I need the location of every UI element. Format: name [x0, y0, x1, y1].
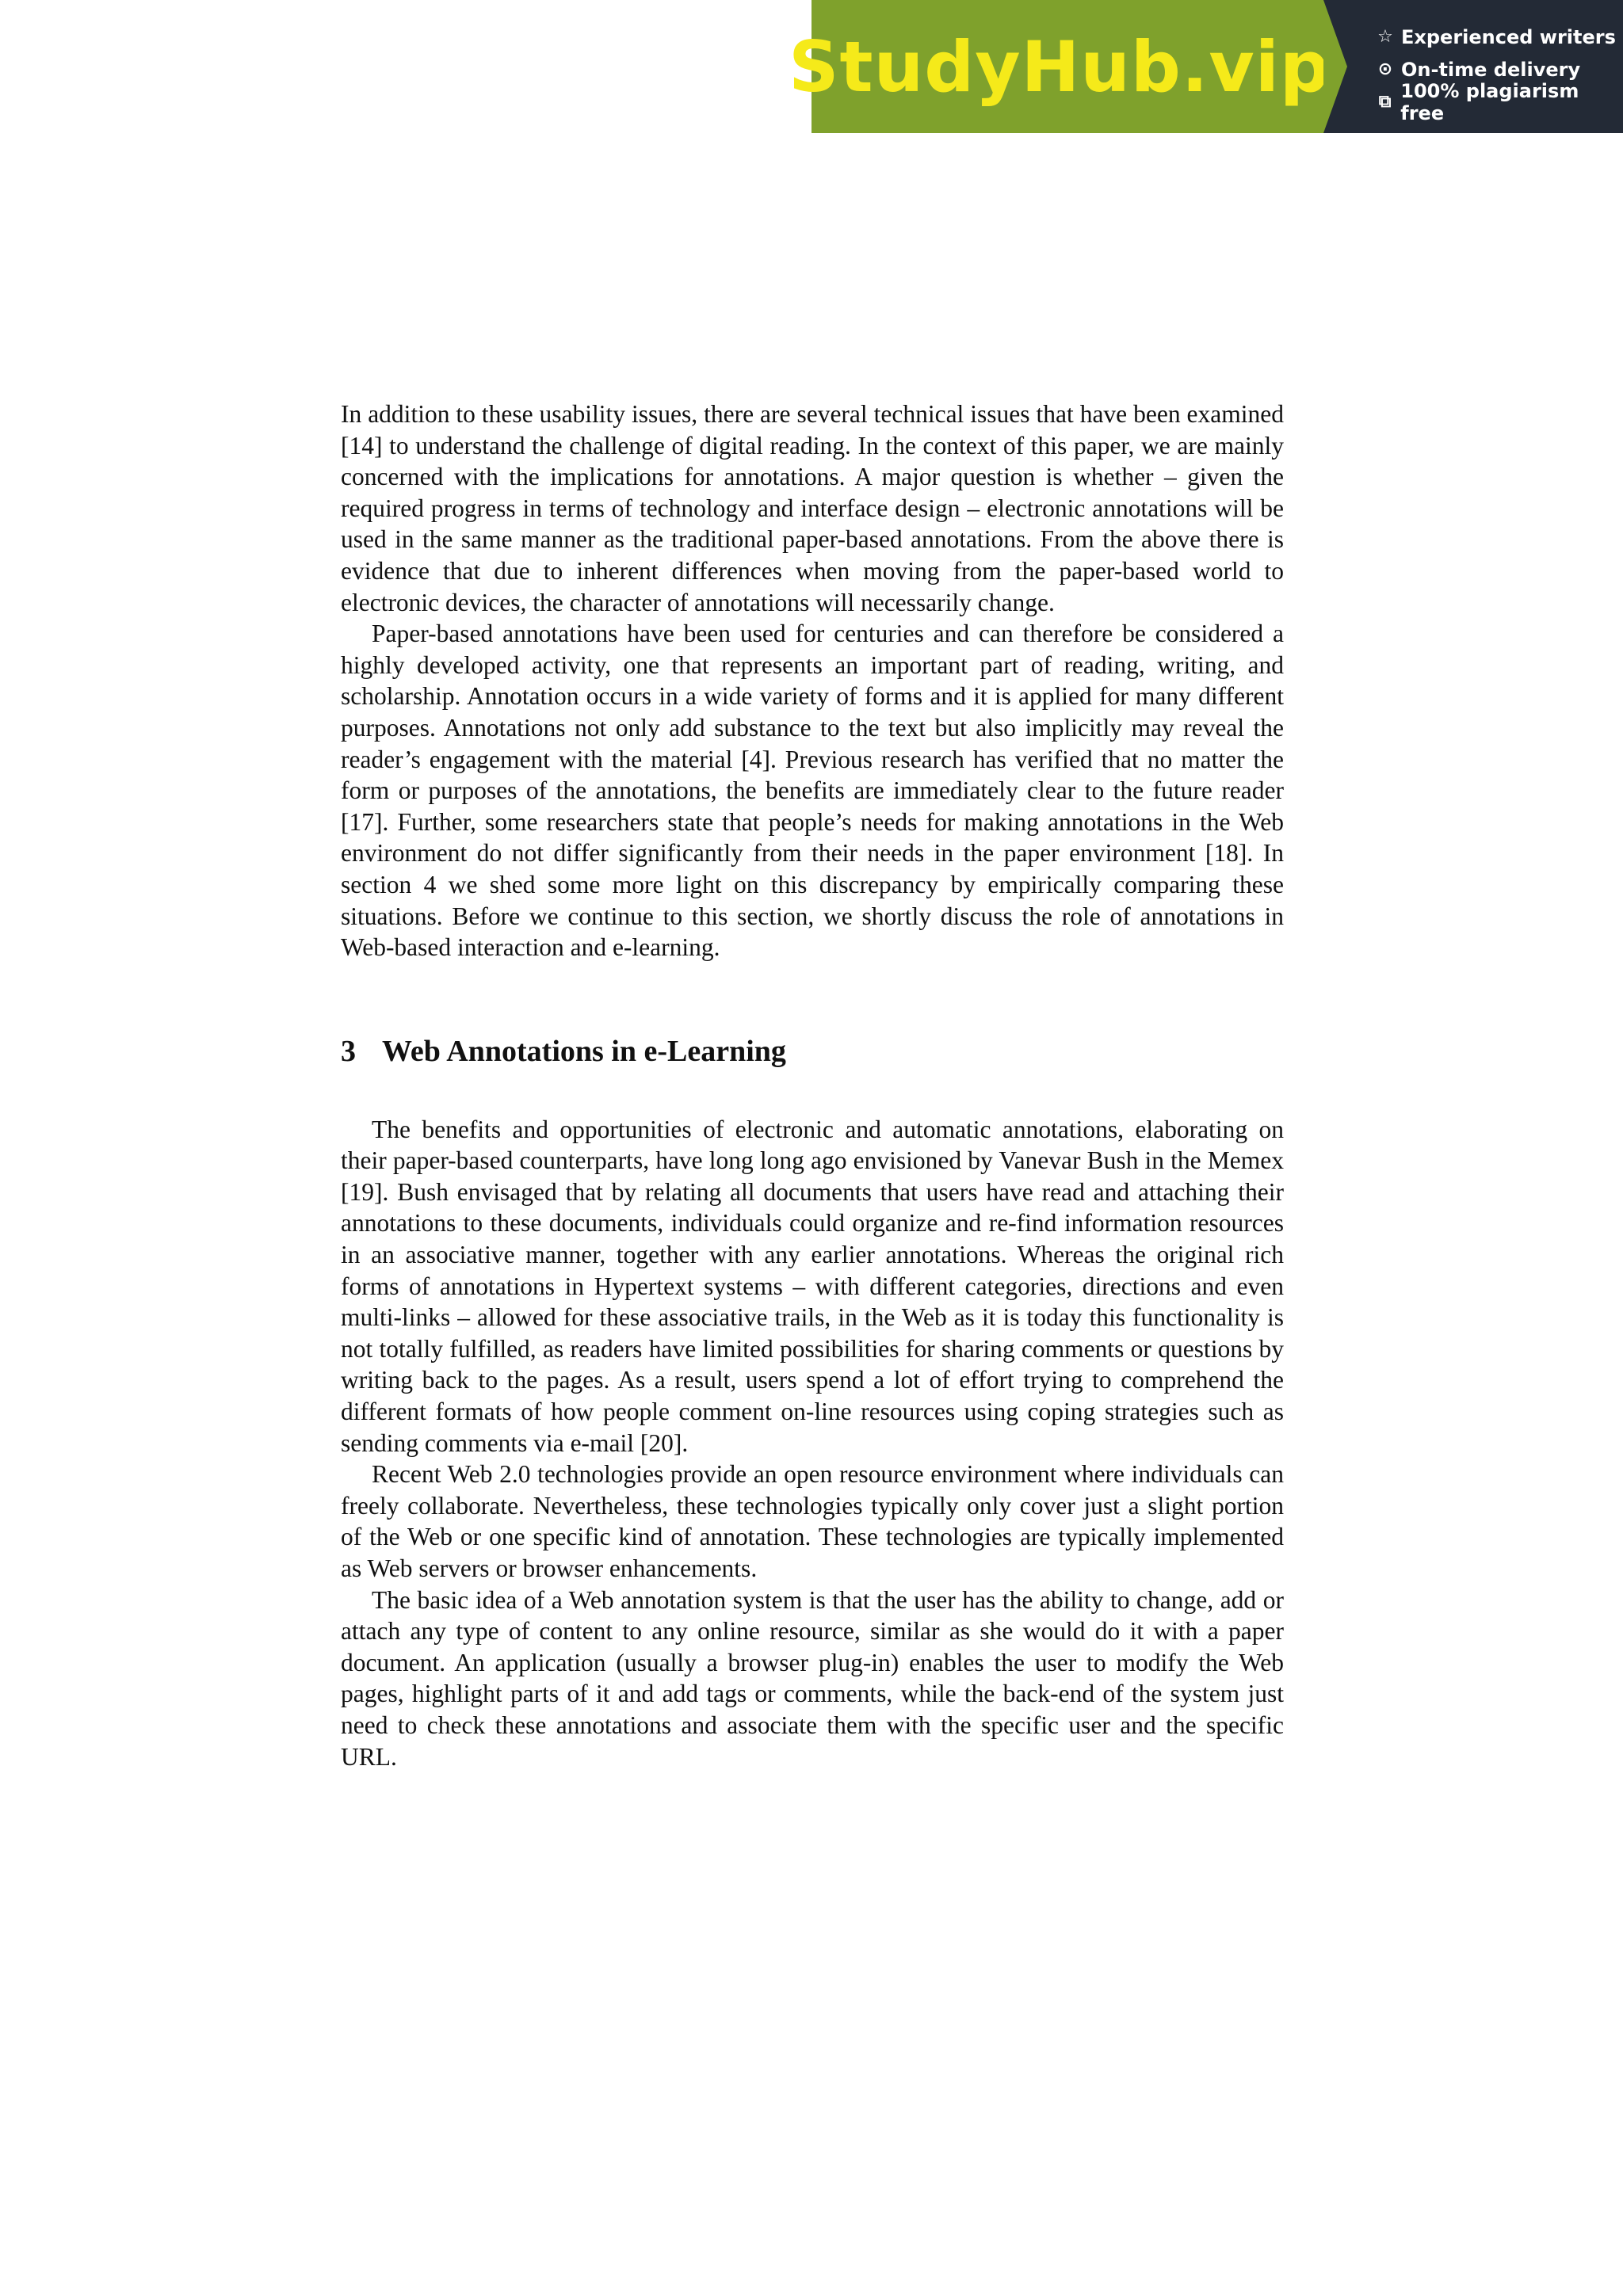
paragraph: The basic idea of a Web annotation system is that the user has the ability to change, add or attach any type of content to any online resource, similar as she would do it with a paper document. An application (usually a browser plug-in) enables the user to modify the Web pages, highlight parts of it and add tags or comments, while the back-end of the system just need to check these annotations and associate them with the specific user and the specific URL. [341, 1585, 1284, 1771]
feature-plagiarism-free [1374, 79, 1623, 124]
paragraph: Recent Web 2.0 technologies provide an open resource environment where individuals can freely collaborate. Nevertheless, these technologies typically only cover just a slight portion of the Web or one specific kind of annotation. These technologies are typically implemented as Web servers or browser enhancements. [341, 1460, 1284, 1582]
paragraph: In addition to these usability issues, there are several technical issues that have been examined [14] to understand the challenge of digital reading. In the context of this paper, we are mainly concerned with the implications for annotations. A major question is whether – given the required progress in terms of technology and interface design – electronic annotations will be used in the same manner as the traditional paper-based annotations. From the above there is evidence that due to inherent differences when moving from the paper-based world to electronic devices, the character of annotations will necessarily change. [341, 400, 1284, 616]
banner-features [1323, 0, 1623, 133]
section-title: Web Annotations in e-Learning [382, 1034, 786, 1068]
copy-icon: ⧉ [1378, 92, 1392, 112]
studyhub-banner[interactable] [789, 0, 1623, 133]
clock-icon: ⊙ [1377, 59, 1393, 79]
feature-label: On-time delivery [1401, 58, 1581, 81]
paragraph: Paper-based annotations have been used for centuries and can therefore be considered a highly developed activity, one that represents an important part of reading, writing, and scholarship. Annotation occurs in a wide variety of forms and it is applied for many different purposes. Annotations not only add substance to the text but also implicitly may reveal the reader’s engagement with the material [4]. Previous research has verified that no matter the form or purposes of the annotations, the benefits are immediately clear to the future reader [17]. Further, some researchers state that people’s needs for making annotations in the Web environment do not differ significantly from their needs in the paper environment [18]. In section 4 we shed some more light on this discrepancy by empirically comparing these situations. Before we continue to this section, we shortly discuss the role of annotations in Web-based interaction and e-learning. [341, 620, 1284, 962]
star-icon: ☆ [1377, 27, 1393, 47]
feature-label: Experienced writers [1401, 25, 1616, 48]
paper-page [341, 399, 1284, 1772]
feature-label: 100% plagiarism free [1400, 79, 1579, 124]
section-number: 3 [341, 1034, 356, 1068]
feature-experienced-writers [1374, 21, 1623, 53]
studyhub-logo[interactable] [789, 0, 1331, 133]
section-heading [341, 1033, 1284, 1070]
logo-text: StudyHub.vip [789, 25, 1331, 108]
paragraph: The benefits and opportunities of electronic and automatic annotations, elaborating on their paper-based counterparts, have long long ago envisioned by Vanevar Bush in the Memex [19]. Bush envisaged that by relating all documents that users have read and attaching their annotations to these documents, individuals could organize and re-find information resources in an associative manner, together with any earlier annotations. Whereas the original rich forms of annotations in Hypertext systems – with different categories, directions and even multi-links – allowed for these associative trails, in the Web as it is today this functionality is not totally fulfilled, as readers have limited possibilities for sharing comments or questions by writing back to the pages. As a result, users spend a lot of effort trying to comprehend the different formats of how people comment on-line resources using coping strategies such as sending comments via e-mail [20]. [341, 1115, 1284, 1457]
